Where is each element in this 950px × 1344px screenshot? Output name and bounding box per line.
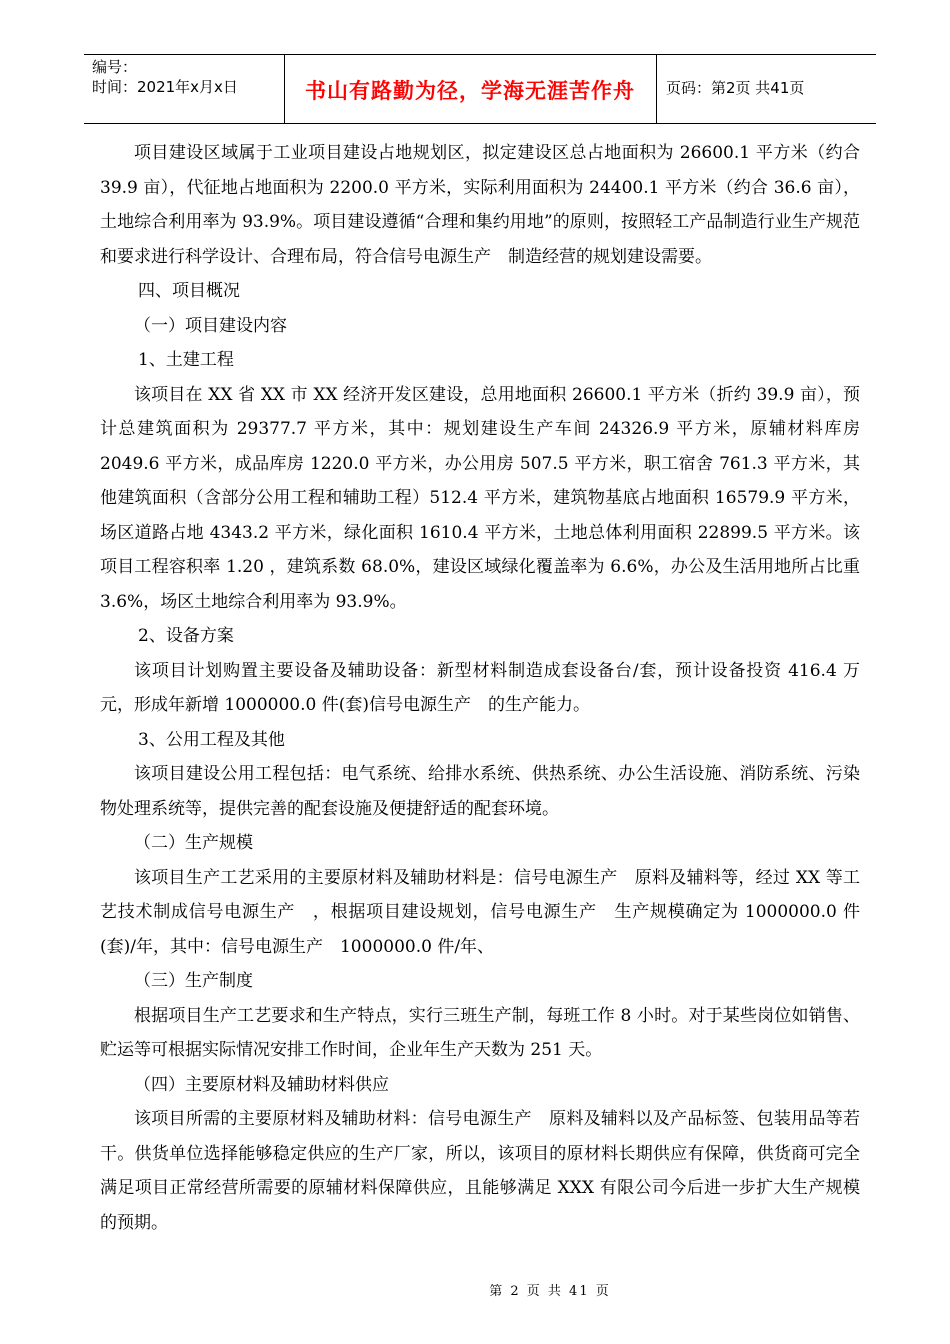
item-heading: 3、公用工程及其他 bbox=[138, 729, 285, 750]
page-footer bbox=[0, 1280, 950, 1299]
subsection-heading: （二）生产规模 bbox=[134, 833, 253, 853]
body-paragraph: 根据项目生产工艺要求和生产特点，实行三班生产制，每班工作 8 小时。对于某些岗位如销售、贮运等可根据实际情况安排工作时间，企业年生产天数为 251 天。 bbox=[100, 1005, 860, 1060]
document-number: 编号： bbox=[92, 58, 138, 76]
document-time: 时间：2021年x月x日 bbox=[92, 78, 238, 96]
item-heading: 2、设备方案 bbox=[138, 626, 234, 646]
body-paragraph: 该项目所需的主要原材料及辅助材料：信号电源生产 原料及辅料以及产品标签、包装用品等若干。供货单位选择能够稳定供应的生产厂家，所以，该项目的原材料长期供应有保障，供货商可完全满足项目正常经营所需要的原辅材料保障供应，且能够满足 XXX 有限公司今后进一步扩大生产规模的预期。 bbox=[100, 1109, 860, 1233]
body-paragraph: 该项目生产工艺采用的主要原材料及辅助材料是：信号电源生产 原料及辅料等，经过 XX 等工艺技术制成信号电源生产 ，根据项目建设规划，信号电源生产 生产规模确定为 1000000.0 件(套)/年，其中：信号电源生产 1000000.0 件/年、 bbox=[100, 867, 860, 957]
subsection-heading: （三）生产制度 bbox=[134, 971, 253, 991]
subsection-heading: （一）项目建设内容 bbox=[134, 315, 287, 336]
body-paragraph: 该项目建设公用工程包括：电气系统、给排水系统、供热系统、办公生活设施、消防系统、污染物处理系统等，提供完善的配套设施及便捷舒适的配套环境。 bbox=[100, 764, 860, 819]
body-paragraph: 该项目计划购置主要设备及辅助设备：新型材料制造成套设备台/套，预计设备投资 416.4 万元，形成年新增 1000000.0 件(套)信号电源生产 的生产能力。 bbox=[100, 660, 860, 715]
subsection-heading: （四）主要原材料及辅助材料供应 bbox=[134, 1074, 389, 1095]
header-page-info: 页码：第2页 共41页 bbox=[666, 79, 805, 97]
body-paragraph: 该项目在 XX 省 XX 市 XX 经济开发区建设，总用地面积 26600.1 平方米（折约 39.9 亩），预计总建筑面积为 29377.7 平方米，其中：规划建设生产车间 24326.9 平方米，原辅材料库房 2049.6 平方米，成品库房 1220.0 平方米，办公用房 507.5 平方米，职工宿舍 761.3 平方米，其他建筑面积（含部分公用工程和辅助工程）512.4 平方米，建筑物基底占地面积 16579.9 平方米，场区道路占地 4343.2 平方米，绿化面积 1610.4 平方米，土地总体利用面积 22899.5 平方米。该项目工程容积率 1.20 ，建筑系数 68.0%，建设区域绿化覆盖率为 6.6%，办公及生活用地所占比重 3.6%，场区土地综合利用率为 93.9%。 bbox=[100, 384, 860, 612]
footer-page-number: 第 2 页 共 41 页 bbox=[489, 1284, 611, 1299]
header-divider bbox=[656, 55, 657, 123]
item-heading: 1、土建工程 bbox=[138, 350, 234, 370]
header-meta bbox=[92, 57, 238, 97]
header-motto: 书山有路勤为径，学海无涯苦作舟 bbox=[305, 79, 635, 103]
page-header bbox=[84, 54, 876, 124]
section-heading: 四、项目概况 bbox=[138, 281, 240, 301]
document-body bbox=[100, 136, 860, 1240]
body-paragraph: 项目建设区域属于工业项目建设占地规划区，拟定建设区总占地面积为 26600.1 平方米（约合 39.9 亩），代征地占地面积为 2200.0 平方米，实际利用面积为 24400.1 平方米（约合 36.6 亩），土地综合利用率为 93.9%。项目建设遵循“合理和集约用地”的原则，按照轻工产品制造行业生产规范和要求进行科学设计、合理布局，符合信号电源生产 制造经营的规划建设需要。 bbox=[100, 143, 860, 267]
